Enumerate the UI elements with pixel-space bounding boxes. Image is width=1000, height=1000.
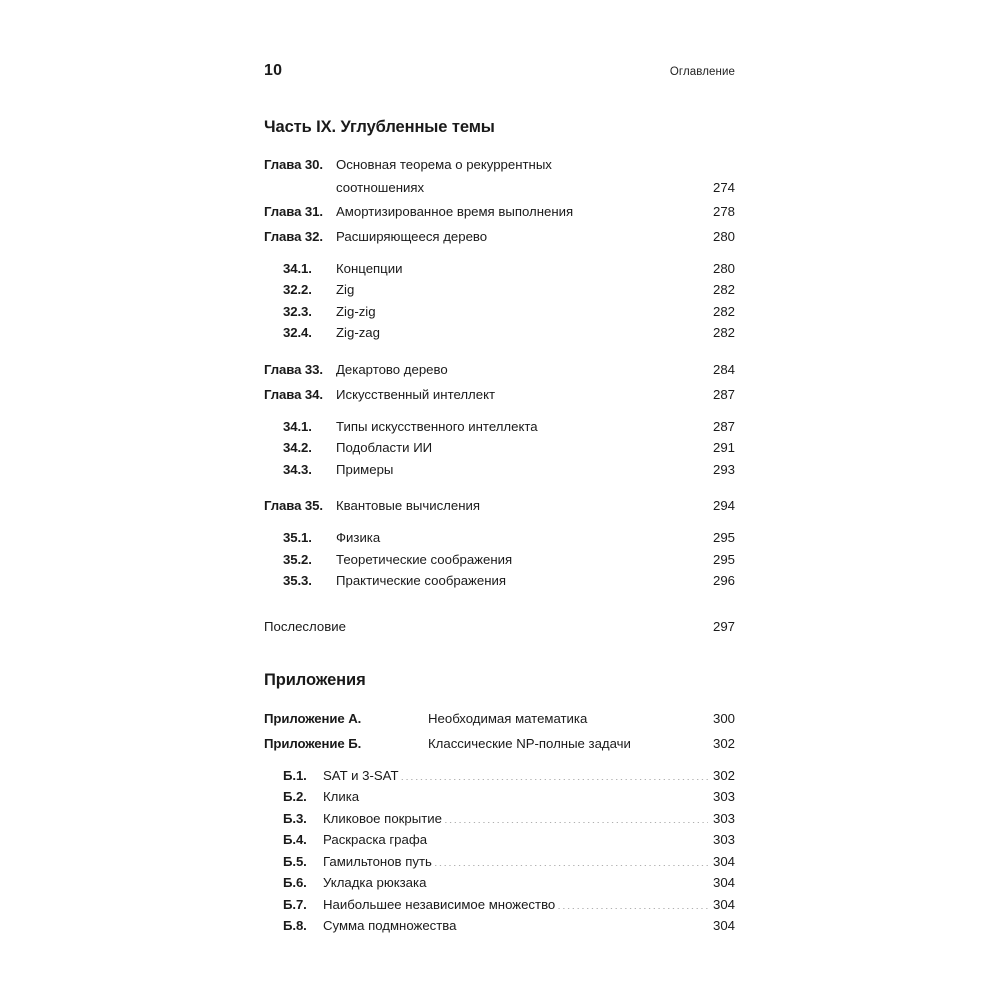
section-title: Сумма подмножества <box>323 918 457 934</box>
section-title: Укладка рюкзака <box>323 875 427 891</box>
dot-leader <box>434 439 708 452</box>
page-number: 297 <box>712 618 735 634</box>
section-title: Наибольшее независимое множество <box>323 896 556 912</box>
page-number: 284 <box>712 361 735 377</box>
toc-entry-chapter-continuation[interactable] <box>264 177 735 199</box>
toc-entries <box>264 118 735 937</box>
dot-leader <box>378 303 708 316</box>
section-label: Б.2. <box>283 789 307 805</box>
toc-entry-section[interactable] <box>264 570 735 592</box>
dot-leader <box>429 179 703 192</box>
toc-entry-section[interactable] <box>264 894 735 916</box>
chapter-label: Глава 30. <box>264 156 323 172</box>
dot-leader <box>434 852 708 865</box>
section-label: Б.5. <box>283 853 307 869</box>
chapter-label: Глава 32. <box>264 228 323 244</box>
page-number: 287 <box>712 386 735 402</box>
toc-entry-chapter[interactable] <box>264 382 735 407</box>
toc-entry-section[interactable] <box>264 459 735 481</box>
section-label: 35.2. <box>283 551 312 567</box>
page-number: 282 <box>712 303 735 319</box>
dot-leader <box>557 895 708 908</box>
section-title: Практические соображения <box>336 573 506 589</box>
dot-leader <box>491 228 703 241</box>
page-number: 287 <box>712 418 735 434</box>
running-head-title: Оглавление <box>669 66 735 78</box>
page-number: 282 <box>712 325 735 341</box>
page-number: 296 <box>712 573 735 589</box>
page-number: 274 <box>712 179 735 195</box>
chapter-title-continued: соотношениях <box>336 179 425 195</box>
dot-leader <box>459 917 709 930</box>
dot-leader <box>591 709 703 722</box>
section-label: 34.1. <box>283 260 312 276</box>
spacer <box>264 249 735 258</box>
toc-entry-section[interactable] <box>264 258 735 280</box>
chapter-title: Расширяющееся дерево <box>336 228 488 244</box>
dot-leader <box>540 418 708 431</box>
section-label: 34.2. <box>283 440 312 456</box>
page-number: 295 <box>712 551 735 567</box>
appendix-title: Необходимая математика <box>428 710 588 726</box>
dot-leader <box>356 281 708 294</box>
page-folio: 10 <box>264 62 283 79</box>
toc-entry-section[interactable] <box>264 808 735 830</box>
section-title: Теоретические соображения <box>336 551 513 567</box>
appendix-label: Приложение Б. <box>264 735 362 751</box>
section-label: Б.8. <box>283 918 307 934</box>
dot-leader <box>428 874 708 887</box>
dot-leader <box>499 386 703 399</box>
toc-entry-section[interactable] <box>264 322 735 344</box>
section-title: Zig-zig <box>336 303 376 319</box>
page-number: 280 <box>712 260 735 276</box>
spacer <box>264 518 735 527</box>
chapter-title: Квантовые вычисления <box>336 498 480 514</box>
chapter-label: Глава 34. <box>264 386 323 402</box>
section-label: Б.1. <box>283 767 307 783</box>
dot-leader <box>382 324 708 337</box>
page-number: 304 <box>712 853 735 869</box>
section-label: Б.3. <box>283 810 307 826</box>
page-number: 295 <box>712 530 735 546</box>
spacer <box>264 756 735 765</box>
section-label: 34.3. <box>283 461 312 477</box>
page-number: 282 <box>712 282 735 298</box>
appendix-title: Классические NP-полные задачи <box>428 735 631 751</box>
page-number: 304 <box>712 918 735 934</box>
section-title: Физика <box>336 530 381 546</box>
section-title: Гамильтонов путь <box>323 853 432 869</box>
section-label: 34.1. <box>283 418 312 434</box>
page-number: 302 <box>712 735 735 751</box>
dot-leader <box>635 734 703 747</box>
section-title: Zig-zag <box>336 325 380 341</box>
section-title: SAT и 3-SAT <box>323 767 399 783</box>
section-title: Клика <box>323 789 360 805</box>
chapter-title: Амортизированное время выполнения <box>336 203 574 219</box>
chapter-title: Декартово дерево <box>336 361 448 377</box>
dot-leader <box>452 361 703 374</box>
toc-entry-section[interactable] <box>264 915 735 937</box>
appendices-heading: Приложения <box>264 670 366 689</box>
toc-entry-epilogue[interactable] <box>264 614 735 639</box>
page-number: 294 <box>712 498 735 514</box>
toc-entry-section[interactable] <box>264 829 735 851</box>
toc-entry-section[interactable] <box>264 872 735 894</box>
page-number: 304 <box>712 875 735 891</box>
spacer <box>264 344 735 357</box>
chapter-label: Глава 33. <box>264 361 323 377</box>
dot-leader <box>404 260 708 273</box>
dot-leader <box>444 809 708 822</box>
dot-leader <box>382 529 708 542</box>
chapter-label: Глава 35. <box>264 498 323 514</box>
toc-entry-section[interactable] <box>264 765 735 787</box>
page-number: 303 <box>712 810 735 826</box>
toc-entry-chapter[interactable] <box>264 152 735 177</box>
section-title: Примеры <box>336 461 394 477</box>
chapter-title: Основная теорема о рекуррентных <box>336 156 552 172</box>
section-title: Концепции <box>336 260 403 276</box>
toc-entry-appendix[interactable] <box>264 731 735 756</box>
section-title: Типы искусственного интеллекта <box>336 418 538 434</box>
section-title: Раскраска графа <box>323 832 428 848</box>
toc-entry-chapter[interactable] <box>264 199 735 224</box>
spacer <box>264 480 735 493</box>
toc-entry-chapter[interactable] <box>264 357 735 382</box>
epilogue-title: Послесловие <box>264 618 346 634</box>
page-number: 304 <box>712 896 735 912</box>
toc-entry-chapter[interactable] <box>264 224 735 249</box>
toc-entry-chapter[interactable] <box>264 493 735 518</box>
dot-leader <box>508 572 708 585</box>
section-label: Б.4. <box>283 832 307 848</box>
toc-entry-section[interactable] <box>264 851 735 873</box>
toc-entry-appendix[interactable] <box>264 706 735 731</box>
section-label: Б.7. <box>283 896 307 912</box>
dot-leader <box>395 461 708 474</box>
section-label: 32.3. <box>283 303 312 319</box>
section-label: 35.3. <box>283 573 312 589</box>
page-number: 300 <box>712 710 735 726</box>
chapter-label: Глава 31. <box>264 203 323 219</box>
page-number: 291 <box>712 440 735 456</box>
toc-entry-section[interactable] <box>264 416 735 438</box>
toc-entry-section[interactable] <box>264 437 735 459</box>
chapter-title: Искусственный интеллект <box>336 386 496 402</box>
page-number: 280 <box>712 228 735 244</box>
section-label: 32.4. <box>283 325 312 341</box>
dot-leader <box>347 618 708 631</box>
section-title: Кликовое покрытие <box>323 810 442 826</box>
dot-leader <box>514 551 708 564</box>
part-heading: Часть IX. Углубленные темы <box>264 118 495 136</box>
page-number: 278 <box>712 203 735 219</box>
page-number: 303 <box>712 789 735 805</box>
toc-entry-section[interactable] <box>264 301 735 323</box>
running-head <box>264 62 735 80</box>
spacer <box>264 592 735 614</box>
section-label: 32.2. <box>283 282 312 298</box>
spacer <box>264 407 735 416</box>
toc-entry-section[interactable] <box>264 549 735 571</box>
dot-leader <box>401 766 708 779</box>
section-label: Б.6. <box>283 875 307 891</box>
section-title: Zig <box>336 282 355 298</box>
page-number: 293 <box>712 461 735 477</box>
section-label: 35.1. <box>283 530 312 546</box>
section-title: Подобласти ИИ <box>336 440 433 456</box>
page-number: 302 <box>712 767 735 783</box>
dot-leader <box>429 831 708 844</box>
page-number: 303 <box>712 832 735 848</box>
dot-leader <box>484 497 703 510</box>
dot-leader <box>577 203 703 216</box>
toc-entry-section[interactable] <box>264 279 735 301</box>
toc-entry-section[interactable] <box>264 527 735 549</box>
dot-leader <box>361 788 708 801</box>
appendix-label: Приложение А. <box>264 710 362 726</box>
toc-entry-section[interactable] <box>264 786 735 808</box>
